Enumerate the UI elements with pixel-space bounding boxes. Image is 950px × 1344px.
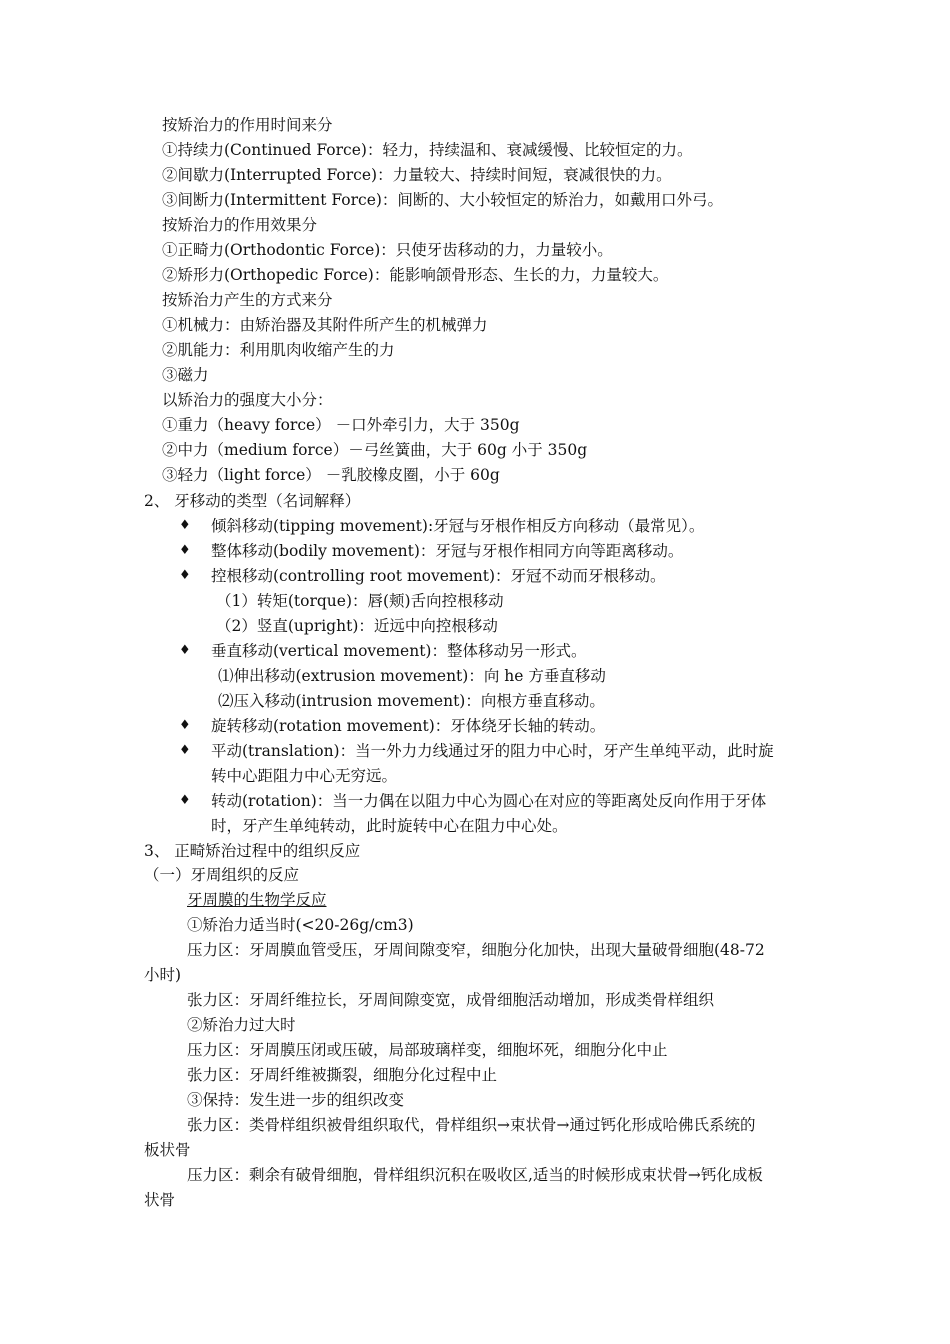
pressure-zone-3: 压力区：剩余有破骨细胞，骨样组织沉积在吸收区,适当的时候形成束状骨→钙化成板: [187, 1166, 763, 1184]
orthopedic-force-line: ②矫形力(Orthopedic Force)：能影响颌骨形态、生长的力，力量较大。: [162, 266, 669, 284]
muscular-force-line: ②肌能力：利用肌肉收缩产生的力: [162, 341, 395, 359]
medium-force-line: ②中力（medium force）－弓丝簧曲，大于 60g 小于 350g: [162, 441, 588, 459]
heavy-force-line: ①重力（heavy force） －口外牵引力，大于 350g: [162, 416, 520, 434]
translation-item: 平动(translation)：当一外力力线通过牙的阻力中心时，牙产生单纯平动，此时旋: [211, 742, 774, 760]
retention-line: ③保持：发生进一步的组织改变: [187, 1091, 405, 1109]
vertical-movement-item: 垂直移动(vertical movement)：整体移动另一形式。: [211, 642, 587, 660]
bullet-diamond-icon: ♦: [179, 718, 191, 733]
controlling-root-movement-item: 控根移动(controlling root movement)：牙冠不动而牙根移动。: [211, 567, 666, 585]
magnetic-force-line: ③磁力: [162, 366, 209, 384]
intrusion-subitem: ⑵压入移动(intrusion movement)：向根方垂直移动。: [218, 692, 605, 710]
tension-zone-3-continued: 板状骨: [144, 1141, 191, 1159]
mechanical-force-line: ①机械力：由矫治器及其附件所产生的机械弹力: [162, 316, 488, 334]
section-3-heading: 3、 正畸矫治过程中的组织反应: [144, 842, 361, 860]
orthodontic-force-line: ①正畸力(Orthodontic Force)：只使牙齿移动的力，力量较小。: [162, 241, 613, 259]
periodontal-subheading: （一）牙周组织的反应: [144, 866, 300, 884]
heading-by-duration: 按矫治力的作用时间来分: [162, 116, 333, 134]
extrusion-subitem: ⑴伸出移动(extrusion movement)：向 he 方垂直移动: [218, 667, 606, 685]
rotation-item-continued: 时，牙产生单纯转动，此时旋转中心在阻力中心处。: [211, 817, 568, 835]
appropriate-force-line: ①矫治力适当时(<20-26g/cm3): [187, 916, 414, 934]
rotation-item: 转动(rotation)：当一力偶在以阻力中心为圆心在对应的等距离处反向作用于牙体: [211, 792, 767, 810]
torque-subitem: （1）转矩(torque)：唇(颊)舌向控根移动: [216, 592, 504, 610]
pressure-zone-2: 压力区：牙周膜压闭或压破，局部玻璃样变，细胞坏死，细胞分化中止: [187, 1041, 668, 1059]
tension-zone-2: 张力区：牙周纤维被撕裂，细胞分化过程中止: [187, 1066, 498, 1084]
translation-item-continued: 转中心距阻力中心无穷远。: [211, 767, 398, 785]
bullet-diamond-icon: ♦: [179, 643, 191, 658]
bullet-diamond-icon: ♦: [179, 743, 191, 758]
bullet-diamond-icon: ♦: [179, 793, 191, 808]
excessive-force-line: ②矫治力过大时: [187, 1016, 296, 1034]
light-force-line: ③轻力（light force） －乳胶橡皮圈，小于 60g: [162, 466, 500, 484]
pdl-biological-reaction-title: 牙周膜的生物学反应: [187, 891, 327, 909]
interrupted-force-line: ②间歇力(Interrupted Force)：力量较大、持续时间短，衰减很快的力。: [162, 166, 672, 184]
bullet-diamond-icon: ♦: [179, 518, 191, 533]
section-2-heading: 2、 牙移动的类型（名词解释）: [144, 492, 361, 510]
tension-zone-3: 张力区：类骨样组织被骨组织取代，骨样组织→束状骨→通过钙化形成哈佛氏系统的: [187, 1116, 756, 1134]
upright-subitem: （2）竖直(upright)：近远中向控根移动: [216, 617, 498, 635]
bodily-movement-item: 整体移动(bodily movement)：牙冠与牙根作相同方向等距离移动。: [211, 542, 684, 560]
bullet-diamond-icon: ♦: [179, 568, 191, 583]
intermittent-force-line: ③间断力(Intermittent Force)：间断的、大小较恒定的矫治力，如戴用口外弓。: [162, 191, 723, 209]
pressure-zone-3-continued: 状骨: [144, 1191, 176, 1209]
tipping-movement-item: 倾斜移动(tipping movement):牙冠与牙根作相反方向移动（最常见）。: [211, 517, 705, 535]
pressure-zone-1: 压力区：牙周膜血管受压，牙周间隙变窄，细胞分化加快，出现大量破骨细胞(48-72: [187, 941, 765, 959]
bullet-diamond-icon: ♦: [179, 543, 191, 558]
tension-zone-1: 张力区：牙周纤维拉长，牙周间隙变宽，成骨细胞活动增加，形成类骨样组织: [187, 991, 715, 1009]
heading-by-source: 按矫治力产生的方式来分: [162, 291, 333, 309]
continued-force-line: ①持续力(Continued Force)：轻力，持续温和、衰减缓慢、比较恒定的力。: [162, 141, 693, 159]
pressure-zone-1-continued: 小时): [144, 966, 182, 984]
heading-by-strength: 以矫治力的强度大小分：: [162, 391, 333, 409]
rotation-movement-item: 旋转移动(rotation movement)：牙体绕牙长轴的转动。: [211, 717, 606, 735]
heading-by-effect: 按矫治力的作用效果分: [162, 216, 318, 234]
